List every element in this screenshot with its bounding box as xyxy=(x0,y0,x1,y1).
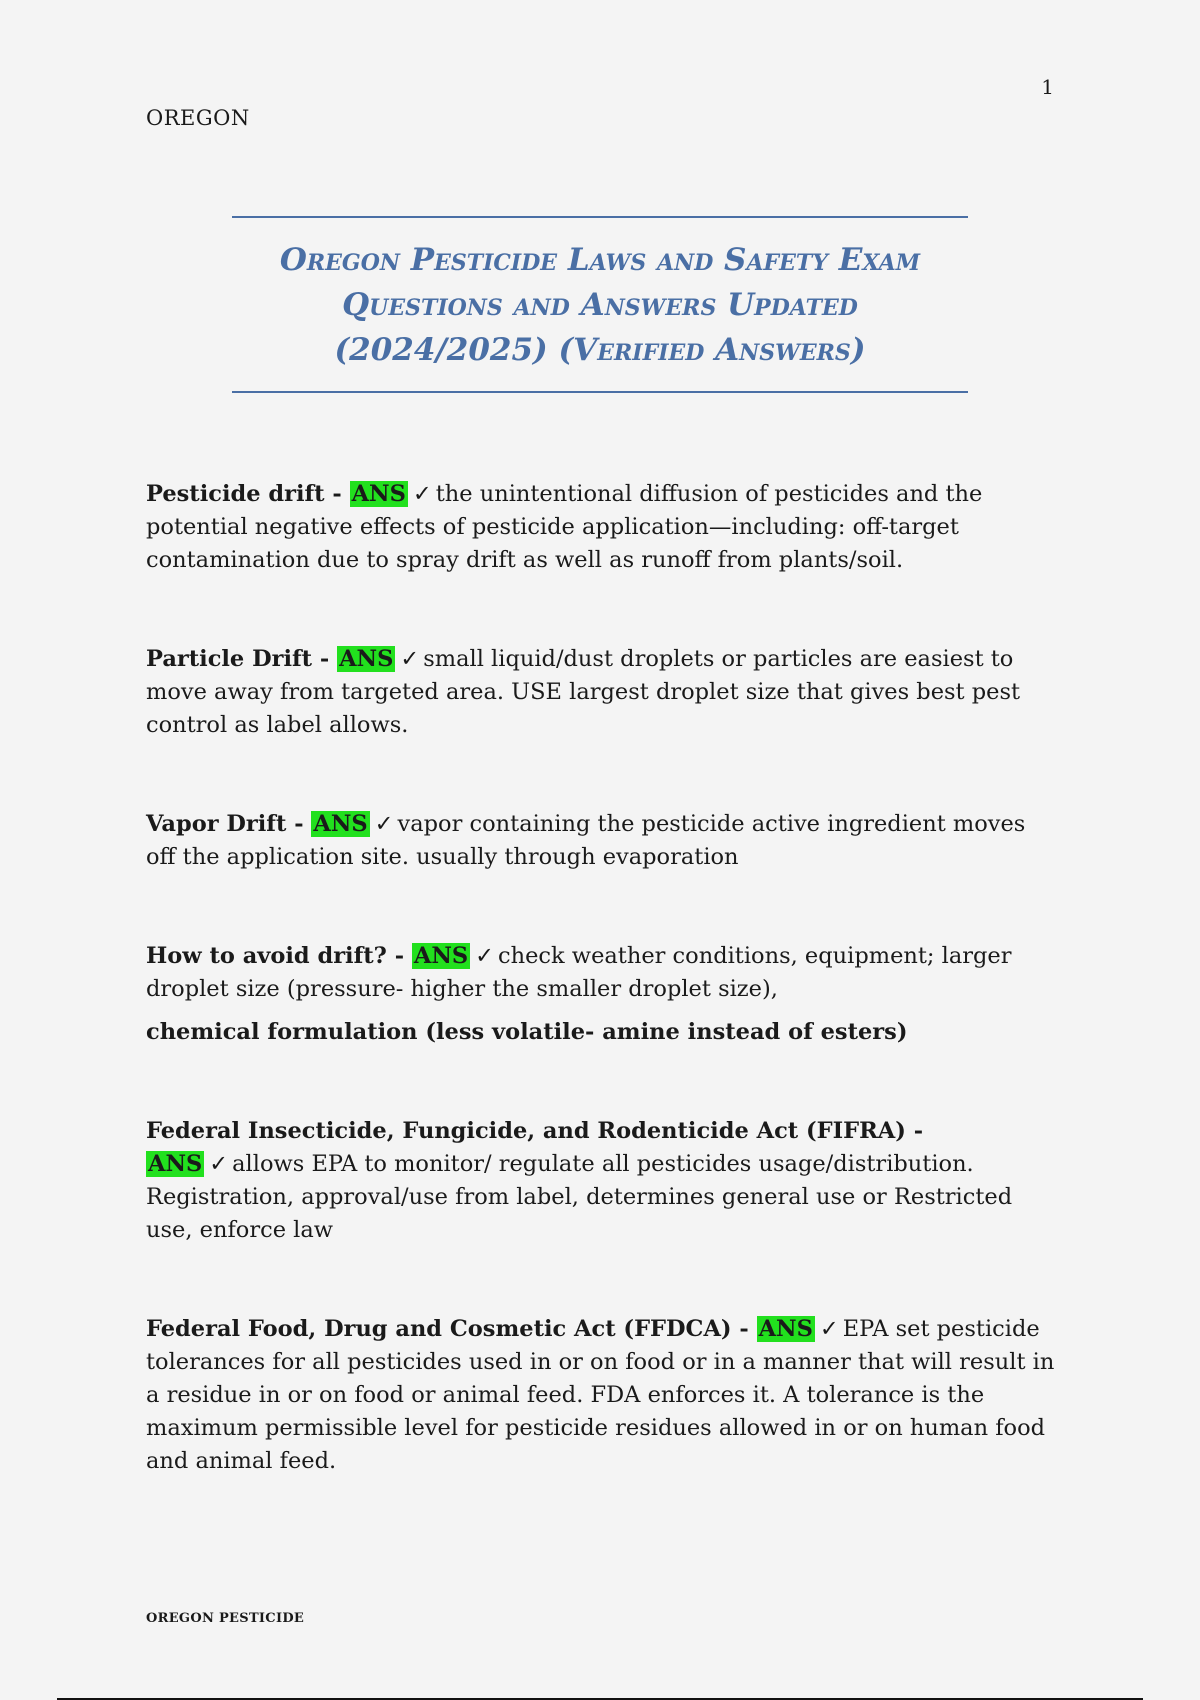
page-footer: OREGON PESTICIDE xyxy=(146,1611,305,1626)
entry-term: Pesticide drift - xyxy=(146,481,350,507)
ans-badge: ANS xyxy=(339,646,394,672)
check-icon: ✓ xyxy=(209,1151,229,1177)
title-line: (2024/2025) (Verified Answers) xyxy=(334,332,866,368)
ans-badge: ANS xyxy=(351,481,406,507)
ans-badge: ANS xyxy=(148,1151,203,1177)
ans-badge: ANS xyxy=(758,1316,813,1342)
page-number: 1 xyxy=(1041,75,1054,99)
entry-term: How to avoid drift? - xyxy=(146,943,412,969)
entry-term: Vapor Drift - xyxy=(146,811,312,837)
entry-answer: the unintentional diffusion of pesticides and the potential negative effects of pesticide application—including: off-target contamination due to spray drift as well as runoff from plants/soil. xyxy=(146,481,983,573)
qa-list xyxy=(146,478,1056,1478)
entry-term: Federal Insecticide, Fungicide, and Rodenticide Act (FIFRA) - xyxy=(146,1118,924,1144)
ans-badge: ANS xyxy=(413,943,469,969)
entry-answer: small liquid/dust droplets or particles are easiest to move away from targeted area. USE largest droplet size that gives best pest control as label allows. xyxy=(146,646,1021,738)
entry-answer: vapor containing the pesticide active ingredient moves off the application site. usually through evaporation xyxy=(146,811,1026,870)
qa-entry xyxy=(146,940,1056,1006)
entry-continuation: chemical formulation (less volatile- amine instead of esters) xyxy=(146,1019,908,1045)
check-icon: ✓ xyxy=(412,481,432,507)
entry-term: Particle Drift - xyxy=(146,646,338,672)
ans-badge: ANS xyxy=(313,811,368,837)
entry-term: Federal Food, Drug and Cosmetic Act (FFDCA) - xyxy=(146,1316,757,1342)
entry-answer: check weather conditions, equipment; larger droplet size (pressure- higher the smaller droplet size), xyxy=(146,943,1012,1002)
qa-entry xyxy=(146,1115,1056,1247)
page-header: OREGON xyxy=(146,106,250,130)
qa-entry xyxy=(146,478,1056,577)
title-line: Oregon Pesticide Laws and Safety Exam xyxy=(279,242,921,278)
qa-entry xyxy=(146,643,1056,742)
check-icon: ✓ xyxy=(819,1316,839,1342)
title-line: Questions and Answers Updated xyxy=(342,287,858,323)
qa-entry xyxy=(146,808,1056,874)
check-icon: ✓ xyxy=(400,646,420,672)
entry-answer: allows EPA to monitor/ regulate all pesticides usage/distribution. Registration, approval/use from label, determines general use or Restricted use, enforce law xyxy=(146,1151,1013,1243)
check-icon: ✓ xyxy=(475,943,495,969)
entry-answer: EPA set pesticide tolerances for all pesticides used in or on food or in a manner that will result in a residue in or on food or animal feed. FDA enforces it. A tolerance is the maximum permissible level for pesticide residues allowed in or on human food and animal feed. xyxy=(146,1316,1055,1474)
document-title xyxy=(232,216,968,393)
qa-entry xyxy=(146,1313,1056,1478)
check-icon: ✓ xyxy=(374,811,394,837)
